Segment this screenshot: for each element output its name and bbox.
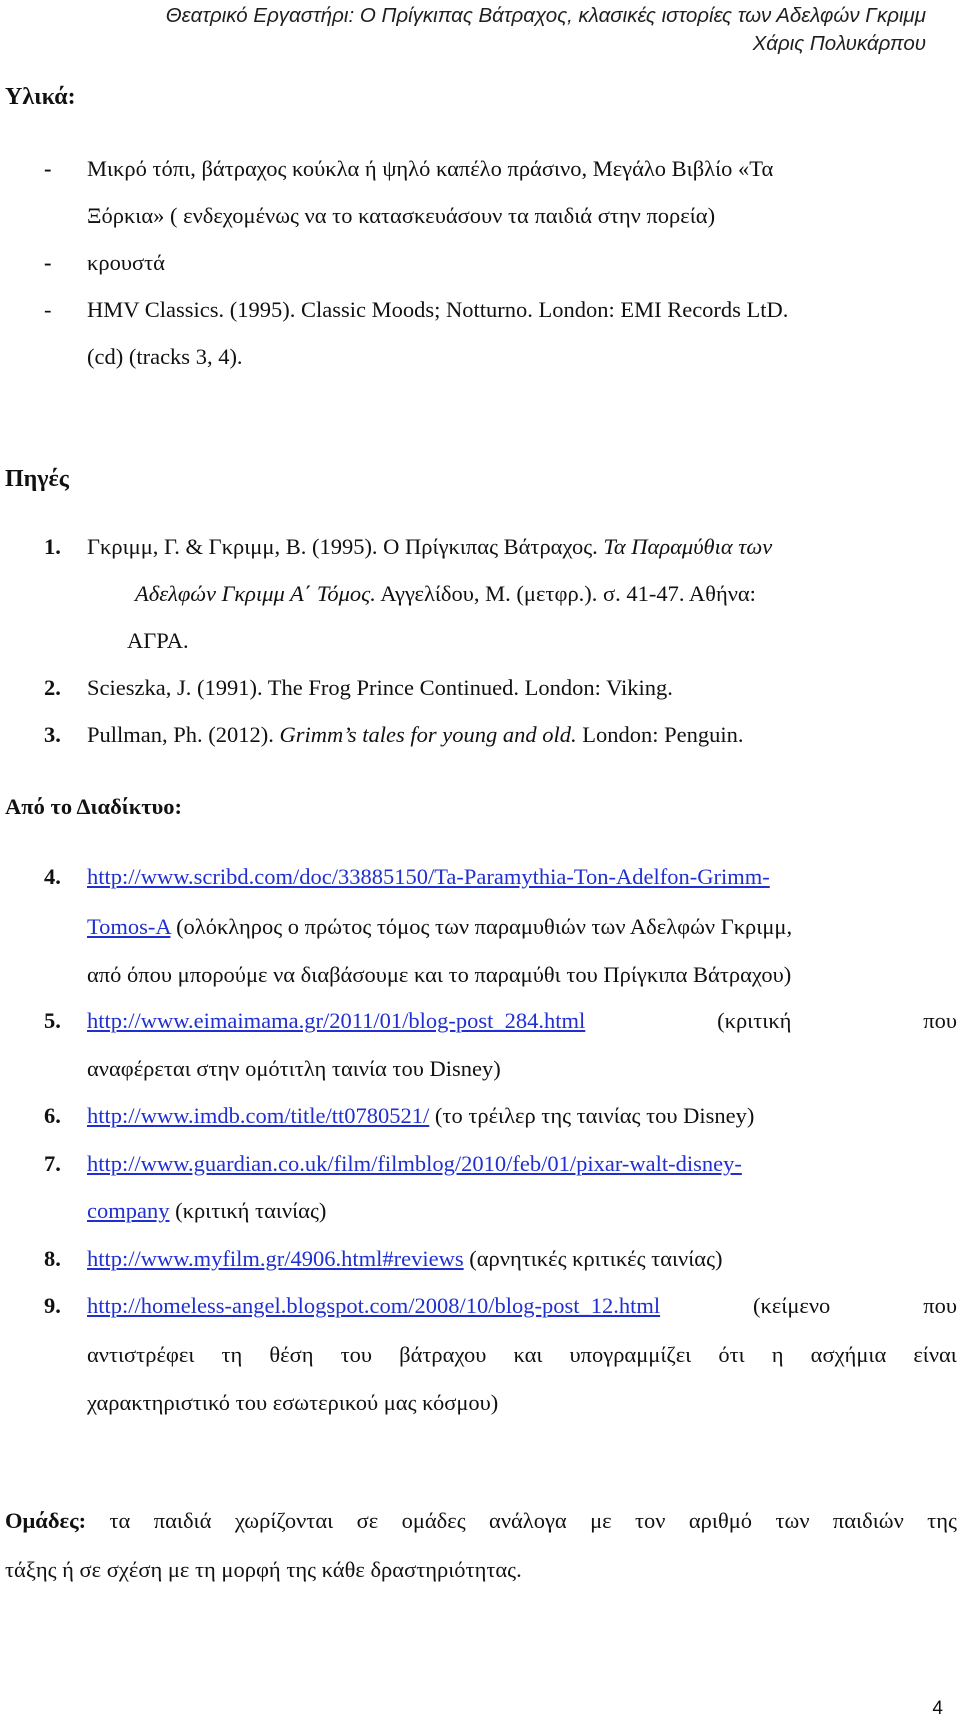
link-4-description: (ολόκληρος ο πρώτος τόμος των παραμυθιών των Αδελφών Γκριμμ, bbox=[170, 914, 793, 939]
word: θέση bbox=[269, 1342, 314, 1367]
link-4-line-3: από όπου μπορούμε να διαβάσουμε και το παραμύθι του Πρίγκιπα Βάτραχου) bbox=[87, 962, 792, 987]
link-9-line-1 bbox=[87, 1293, 957, 1319]
materials-item-1-line-1: Μικρό τόπι, βάτραχος κούκλα ή ψηλό καπέλο πράσινο, Μεγάλο Βιβλίο «Τα bbox=[87, 156, 774, 181]
materials-dash-1: - bbox=[44, 156, 52, 181]
link-8-number: 8. bbox=[44, 1246, 61, 1271]
word: ασχήμια bbox=[810, 1342, 887, 1367]
groups-label: Ομάδες: bbox=[5, 1508, 87, 1533]
word: ομάδες bbox=[401, 1508, 466, 1533]
link-6-line bbox=[87, 1103, 754, 1129]
word: υπογραμμίζει bbox=[569, 1342, 692, 1367]
source-3-number: 3. bbox=[44, 722, 61, 747]
link-6-number: 6. bbox=[44, 1103, 61, 1128]
word: σε bbox=[356, 1508, 379, 1533]
word: του bbox=[340, 1342, 373, 1367]
source-1-book-title: Τα Παραμύθια των bbox=[603, 534, 773, 559]
link-5-line-2: αναφέρεται στην ομότιτλη ταινία του Disney) bbox=[87, 1056, 501, 1081]
link-4-line-1 bbox=[87, 864, 770, 890]
source-3 bbox=[87, 722, 743, 748]
word: και bbox=[513, 1342, 543, 1367]
materials-item-2: κρουστά bbox=[87, 250, 165, 275]
link-7-description: (κριτική ταινίας) bbox=[169, 1198, 327, 1223]
link-5-line-1 bbox=[87, 1008, 957, 1034]
word: των bbox=[775, 1508, 810, 1533]
word: ανάλογα bbox=[489, 1508, 567, 1533]
materials-item-1-line-2: Ξόρκια» ( ενδεχομένως να το κατασκευάσουν τα παιδιά στην πορεία) bbox=[87, 203, 716, 228]
source-2: Scieszka, J. (1991). The Frog Prince Continued. London: Viking. bbox=[87, 675, 673, 700]
word: αριθμό bbox=[688, 1508, 753, 1533]
link-9-line-2 bbox=[87, 1342, 957, 1368]
link-5-word-2: που bbox=[923, 1008, 957, 1033]
link-9-line-3: χαρακτηριστικό του εσωτερικού μας κόσμου) bbox=[87, 1390, 499, 1415]
materials-dash-2: - bbox=[44, 250, 52, 275]
internet-heading: Από το Διαδίκτυο: bbox=[5, 794, 183, 819]
word: με bbox=[590, 1508, 612, 1533]
source-1-line-3: ΑΓΡΑ. bbox=[127, 628, 189, 653]
materials-heading: Υλικά: bbox=[5, 84, 76, 110]
page-number: 4 bbox=[932, 1698, 943, 1719]
groups-line-1 bbox=[5, 1508, 957, 1534]
word: τον bbox=[635, 1508, 666, 1533]
source-1-line-2 bbox=[135, 581, 756, 607]
materials-item-3-line-1: HMV Classics. (1995). Classic Moods; Notturno. London: EMI Records LtD. bbox=[87, 297, 789, 322]
source-1-authors: Γκριμμ, Γ. & Γκριμμ, Β. (1995). Ο Πρίγκιπας Βάτραχος. bbox=[87, 534, 604, 559]
source-3-title: Grimm’s tales for young and old. bbox=[279, 722, 577, 747]
link-6-url[interactable]: http://www.imdb.com/title/tt0780521/ bbox=[87, 1103, 430, 1128]
link-9-word-1: (κείμενο bbox=[753, 1293, 831, 1318]
link-8-description: (αρνητικές κριτικές ταινίας) bbox=[463, 1246, 723, 1271]
link-4-url[interactable]: http://www.scribd.com/doc/33885150/Ta-Paramythia-Ton-Adelfon-Grimm- bbox=[87, 864, 770, 889]
source-1-translator: Αγγελίδου, Μ. (μετφρ.). σ. 41-47. Αθήνα: bbox=[375, 581, 756, 606]
link-5-url[interactable]: http://www.eimaimama.gr/2011/01/blog-post_284.html bbox=[87, 1008, 586, 1033]
word: είναι bbox=[913, 1342, 957, 1367]
materials-item-3-line-2: (cd) (tracks 3, 4). bbox=[87, 344, 243, 369]
header-author: Χάρις Πολυκάρπου bbox=[752, 32, 926, 55]
groups-line-2: τάξης ή σε σχέση με τη μορφή της κάθε δραστηριότητας. bbox=[5, 1557, 522, 1582]
link-4-number: 4. bbox=[44, 864, 61, 889]
link-9-word-2: που bbox=[923, 1293, 957, 1318]
word: παιδιά bbox=[153, 1508, 212, 1533]
word: βάτραχου bbox=[399, 1342, 487, 1367]
link-8-line bbox=[87, 1246, 722, 1272]
source-1-number: 1. bbox=[44, 534, 61, 559]
word: τα bbox=[109, 1508, 131, 1533]
word: της bbox=[927, 1508, 957, 1533]
link-7-number: 7. bbox=[44, 1151, 61, 1176]
source-3-author: Pullman, Ph. (2012). bbox=[87, 722, 280, 747]
header-title: Θεατρικό Εργαστήρι: Ο Πρίγκιπας Βάτραχος, κλασικές ιστορίες των Αδελφών Γκριμμ bbox=[165, 4, 926, 27]
link-5-number: 5. bbox=[44, 1008, 61, 1033]
word: ότι bbox=[718, 1342, 745, 1367]
source-3-publisher: London: Penguin. bbox=[576, 722, 744, 747]
word: αντιστρέφει bbox=[87, 1342, 195, 1367]
link-7-line-2 bbox=[87, 1198, 326, 1224]
word: χωρίζονται bbox=[234, 1508, 334, 1533]
source-2-number: 2. bbox=[44, 675, 61, 700]
link-8-url[interactable]: http://www.myfilm.gr/4906.html#reviews bbox=[87, 1246, 464, 1271]
word: η bbox=[771, 1342, 784, 1367]
link-7-url[interactable]: http://www.guardian.co.uk/film/filmblog/2010/feb/01/pixar-walt-disney- bbox=[87, 1151, 742, 1176]
link-7-line-1 bbox=[87, 1151, 742, 1177]
link-9-number: 9. bbox=[44, 1293, 61, 1318]
sources-heading: Πηγές bbox=[5, 466, 69, 492]
source-1-line-1 bbox=[87, 534, 772, 560]
materials-dash-3: - bbox=[44, 297, 52, 322]
source-1-book-title-cont: Αδελφών Γκριμμ Α΄ Τόμος. bbox=[135, 581, 376, 606]
link-6-description: (το τρέιλερ της ταινίας του Disney) bbox=[429, 1103, 755, 1128]
link-4-line-2 bbox=[87, 914, 792, 940]
link-4-url-cont[interactable]: Tomos-A bbox=[87, 914, 171, 939]
word: τη bbox=[221, 1342, 243, 1367]
link-9-url[interactable]: http://homeless-angel.blogspot.com/2008/10/blog-post_12.html bbox=[87, 1293, 661, 1318]
word: παιδιών bbox=[832, 1508, 904, 1533]
link-7-url-cont[interactable]: company bbox=[87, 1198, 170, 1223]
link-5-word-1: (κριτική bbox=[717, 1008, 792, 1033]
